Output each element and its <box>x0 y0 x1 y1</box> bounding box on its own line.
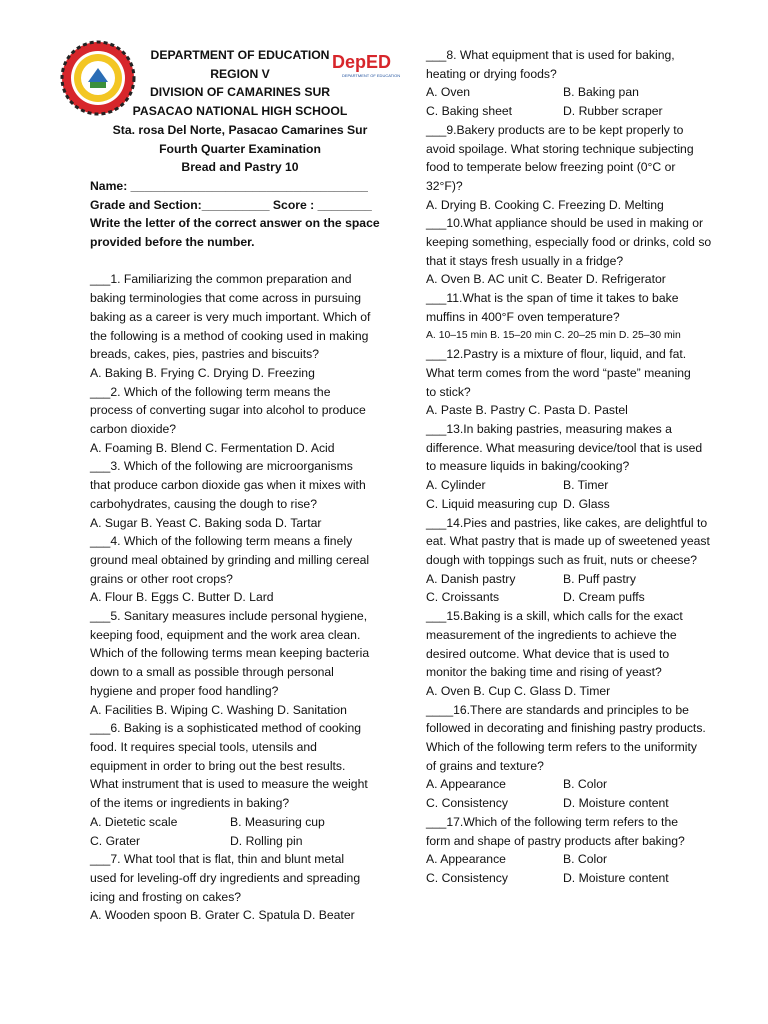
question-line: A. Oven B. AC unit C. Beater D. Refrigerator <box>426 272 666 287</box>
option-a: A. Danish pastry <box>426 571 516 586</box>
question-line: eat. What pastry that is made up of sweetened yeast <box>426 534 710 549</box>
grade-section-field: Grade and Section:__________ Score : ________ <box>90 197 372 212</box>
question-line: followed in decorating and finishing pastry products. <box>426 721 706 736</box>
question-line: food. It requires special tools, utensils and <box>90 740 317 754</box>
question-line: that produce carbon dioxide gas when it mixes with <box>90 478 366 493</box>
option-a: C. Grater <box>90 833 141 848</box>
option-b: B. Color <box>563 777 608 792</box>
question-line: ___6. Baking is a sophisticated method of cooking <box>90 721 362 736</box>
question-line: ____16.There are standards and principles to be <box>426 702 689 717</box>
question-line: keeping something, especially food or drinks, cold so <box>426 235 712 250</box>
option-b: B. Color <box>563 852 608 867</box>
header-line-3: DIVISION OF CAMARINES SUR <box>149 85 331 100</box>
question-line: grains or other root crops? <box>90 571 233 586</box>
right-column <box>426 46 726 888</box>
question-line: Which of the following terms mean keeping bacteria <box>90 646 370 661</box>
question-line: ___7. What tool that is flat, thin and blunt metal <box>90 852 345 867</box>
answer-options-row <box>426 570 726 589</box>
left-questions <box>90 270 390 925</box>
question-line: monitor the baking time and rising of yeast? <box>426 665 662 680</box>
answer-options-row <box>426 495 726 514</box>
question-line: carbohydrates, causing the dough to rise? <box>90 496 317 511</box>
question-line: keeping food, equipment and the work area clean. <box>90 627 361 642</box>
question-line: Which of the following term refers to the uniformity <box>426 740 697 755</box>
option-a: A. Appearance <box>426 777 506 792</box>
answer-options-row <box>90 813 390 832</box>
name-field: Name: ___________________________________ <box>90 178 368 193</box>
question-line: of grains and texture? <box>426 758 544 773</box>
question-line: A. Baking B. Frying C. Drying D. Freezing <box>90 365 315 380</box>
question-line: down to a small as possible through personal <box>90 665 334 680</box>
question-line: equipment in order to bring out the best results. <box>90 758 346 773</box>
left-column <box>90 46 390 925</box>
deped-logo-text: DepED <box>332 52 392 72</box>
question-line: difference. What measuring device/tool that is used <box>426 440 703 455</box>
question-line: icing and frosting on cakes? <box>90 889 242 904</box>
deped-logo-subtext: DEPARTMENT OF EDUCATION <box>342 73 401 78</box>
question-line: A. Paste B. Pastry C. Pasta D. Pastel <box>426 403 628 418</box>
question-line: ___4. Which of the following term means a finely <box>90 534 353 549</box>
question-line: A. Flour B. Eggs C. Butter D. Lard <box>90 590 274 605</box>
question-line: to measure liquids in baking/cooking? <box>426 459 630 474</box>
option-a: C. Croissants <box>426 590 500 605</box>
header-line-4: PASACAO NATIONAL HIGH SCHOOL <box>132 104 348 119</box>
option-a: A. Oven <box>426 85 471 100</box>
option-b: B. Timer <box>563 478 609 493</box>
question-line: ___13.In baking pastries, measuring makes a <box>426 422 672 437</box>
option-b: B. Puff pastry <box>563 571 636 586</box>
instructions-line-1: Write the letter of the correct answer on the space <box>90 216 380 231</box>
question-line: A. Wooden spoon B. Grater C. Spatula D. Beater <box>90 908 355 923</box>
question-line: measurement of the ingredients to achieve the <box>426 627 677 642</box>
question-line: A. 10–15 min B. 15–20 min C. 20–25 min D. 25–30 min <box>426 329 681 341</box>
option-b: D. Rolling pin <box>230 833 303 848</box>
question-line: A. Oven B. Cup C. Glass D. Timer <box>426 683 611 698</box>
answer-options-row <box>426 476 726 495</box>
question-line: baking as a career is very much important. Which of <box>90 309 371 324</box>
answer-options-row <box>426 869 726 888</box>
header-line-1: DEPARTMENT OF EDUCATION <box>150 48 330 62</box>
option-b: B. Measuring cup <box>230 814 325 829</box>
option-a: C. Consistency <box>426 870 508 885</box>
answer-options-row <box>426 794 726 813</box>
instructions-line-2: provided before the number. <box>90 235 255 250</box>
question-line: muffins in 400°F oven temperature? <box>426 309 620 324</box>
question-line: What term comes from the word “paste” meaning <box>426 365 691 380</box>
option-a: C. Liquid measuring cup <box>426 496 558 511</box>
question-line: ___8. What equipment that is used for baking, <box>426 48 675 62</box>
header-line-6: Fourth Quarter Examination <box>159 141 321 156</box>
question-line: A. Sugar B. Yeast C. Baking soda D. Tartar <box>90 515 322 530</box>
option-b: D. Moisture content <box>563 796 669 811</box>
question-line: dough with toppings such as fruit, nuts or cheese? <box>426 552 697 567</box>
question-line: ___11.What is the span of time it takes to bake <box>426 291 679 306</box>
question-line: 32°F)? <box>426 178 463 193</box>
question-line: desired outcome. What device that is used to <box>426 646 670 661</box>
question-line: breads, cakes, pies, pastries and biscuits? <box>90 347 319 362</box>
question-line: hygiene and proper food handling? <box>90 683 279 698</box>
option-a: A. Dietetic scale <box>90 814 178 829</box>
question-line: ___10.What appliance should be used in making or <box>426 216 704 231</box>
question-line: ___9.Bakery products are to be kept properly to <box>426 122 684 137</box>
question-line: heating or drying foods? <box>426 66 557 81</box>
header-line-5: Sta. rosa Del Norte, Pasacao Camarines Sur <box>112 122 368 137</box>
option-b: D. Cream puffs <box>563 590 645 605</box>
question-line: ___1. Familiarizing the common preparation and <box>90 272 352 287</box>
question-line: ___12.Pastry is a mixture of flour, liquid, and fat. <box>426 347 687 362</box>
question-line: ___3. Which of the following are microorganisms <box>90 459 353 474</box>
question-line: ground meal obtained by grinding and milling cereal <box>90 552 370 567</box>
option-a: C. Baking sheet <box>426 104 513 119</box>
option-a: C. Consistency <box>426 796 508 811</box>
option-a: A. Cylinder <box>426 478 486 493</box>
answer-options-row <box>90 832 390 851</box>
question-line: to stick? <box>426 384 471 399</box>
question-line: ___5. Sanitary measures include personal hygiene, <box>90 609 368 624</box>
option-b: D. Moisture content <box>563 870 669 885</box>
question-line: baking terminologies that come across in pursuing <box>90 291 361 306</box>
question-line: avoid spoilage. What storing technique subjecting <box>426 141 694 156</box>
question-line: ___17.Which of the following term refers to the <box>426 814 679 829</box>
question-line: What instrument that is used to measure the weight <box>90 777 368 792</box>
option-b: D. Rubber scraper <box>563 104 663 119</box>
answer-options-row <box>426 83 726 102</box>
option-b: B. Baking pan <box>563 85 639 100</box>
question-line: used for leveling-off dry ingredients and spreading <box>90 870 361 885</box>
question-line: A. Facilities B. Wiping C. Washing D. Sanitation <box>90 702 347 717</box>
spacer <box>90 252 390 271</box>
question-line: process of converting sugar into alcohol to produce <box>90 403 366 418</box>
answer-options-row <box>426 102 726 121</box>
question-line: ___2. Which of the following term means the <box>90 384 331 399</box>
right-questions <box>426 46 726 888</box>
question-line: carbon dioxide? <box>90 422 177 437</box>
question-line: A. Drying B. Cooking C. Freezing D. Melting <box>426 197 664 212</box>
question-line: A. Foaming B. Blend C. Fermentation D. Acid <box>90 440 335 455</box>
question-line: ___15.Baking is a skill, which calls for the exact <box>426 609 683 624</box>
question-line: food to temperate below freezing point (0°C or <box>426 160 676 175</box>
header-line-2: REGION V <box>210 66 270 81</box>
question-line: ___14.Pies and pastries, like cakes, are delightful to <box>426 515 708 530</box>
header-line-7: Bread and Pastry 10 <box>181 160 299 175</box>
answer-options-row <box>426 588 726 607</box>
exam-header <box>90 46 390 177</box>
question-line: the following is a method of cooking used in making <box>90 328 369 343</box>
question-line: form and shape of pastry products after baking? <box>426 833 685 848</box>
question-line: of the items or ingredients in baking? <box>90 796 290 811</box>
option-a: A. Appearance <box>426 852 506 867</box>
answer-options-row <box>426 850 726 869</box>
answer-options-row <box>426 775 726 794</box>
question-line: that it stays fresh usually in a fridge? <box>426 253 624 268</box>
option-b: D. Glass <box>563 496 610 511</box>
